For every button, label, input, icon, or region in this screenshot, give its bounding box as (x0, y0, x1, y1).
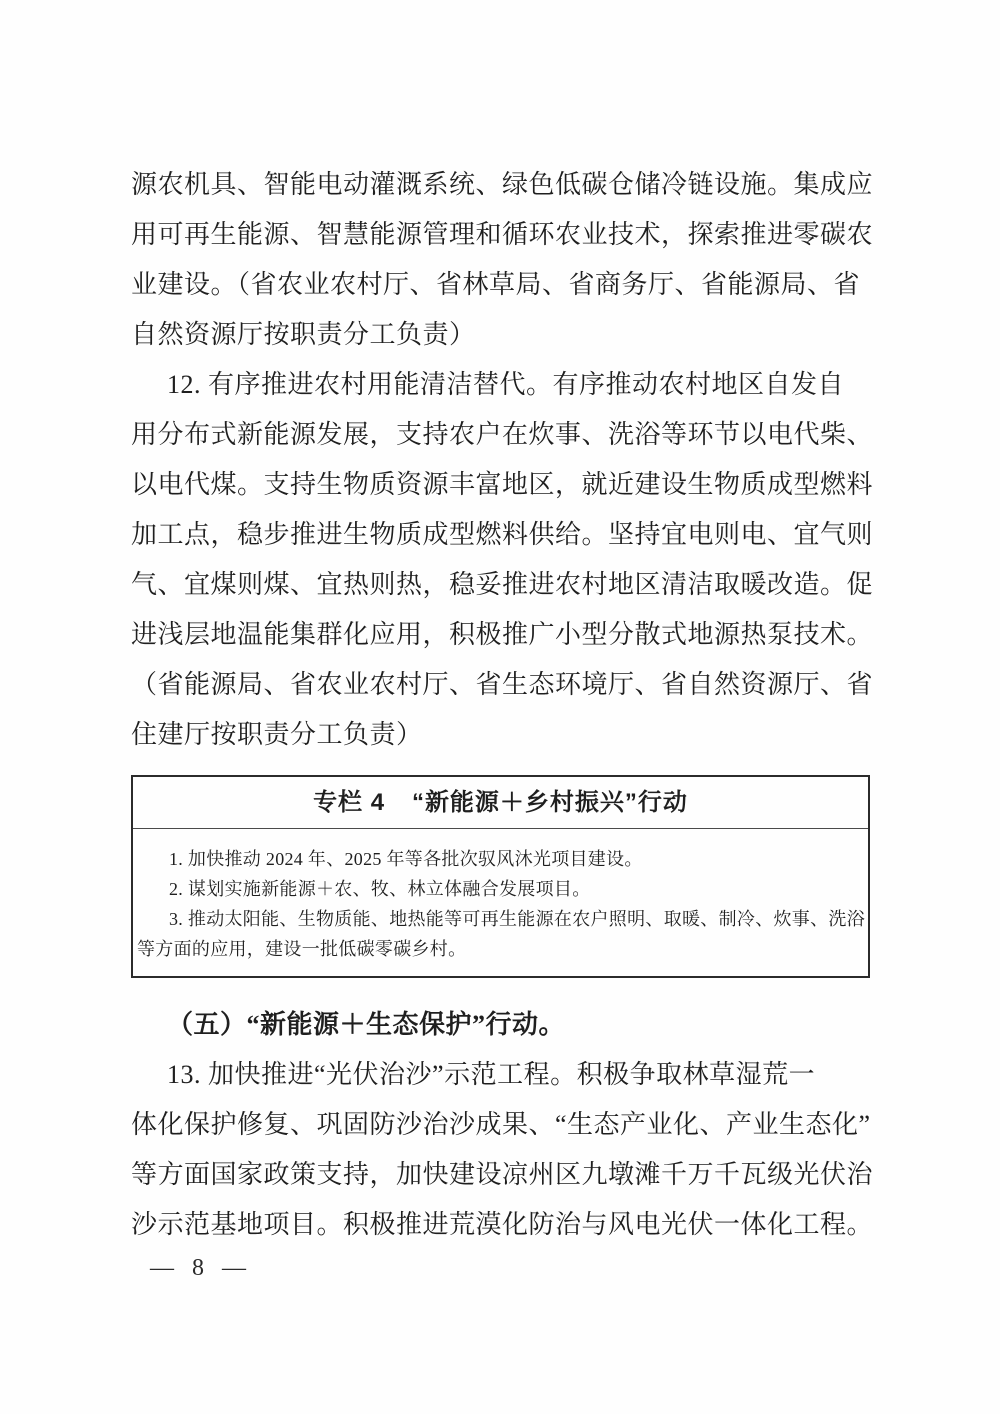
body-line-paragraph-start: 12. 有序推进农村用能清洁替代。有序推动农村地区自发自 (167, 370, 845, 399)
body-line: 以电代煤。支持生物质资源丰富地区，就近建设生物质成型燃料 (131, 470, 874, 499)
body-line: 业建设。（省农业农村厅、省林草局、省商务厅、省能源局、省 (131, 270, 861, 299)
body-line: 用分布式新能源发展，支持农户在炊事、洗浴等环节以电代柴、 (131, 420, 874, 449)
body-line: 住建厅按职责分工负责） (131, 720, 423, 749)
body-line: （省能源局、省农业农村厅、省生态环境厅、省自然资源厅、省 (131, 670, 874, 699)
body-line-paragraph-start: 13. 加快推进“光伏治沙”示范工程。积极争取林草湿荒一 (167, 1060, 816, 1089)
box-list-item: 1. 加快推动 2024 年、2025 年等各批次驭风沐光项目建设。 (169, 849, 643, 869)
column-box-title: “新能源＋乡村振兴”行动 (411, 789, 688, 816)
column-box-header (133, 777, 868, 829)
body-text-block-2 (131, 1000, 874, 1250)
body-text-block-1 (131, 160, 874, 760)
body-line: 自然资源厅按职责分工负责） (131, 320, 476, 349)
box-list-item: 3. 推动太阳能、生物质能、地热能等可再生能源在农户照明、取暖、制冷、炊事、洗浴 (169, 909, 865, 929)
column-box-label: 专栏 4 (313, 789, 386, 816)
column-box-4 (131, 775, 870, 978)
box-list-item: 2. 谋划实施新能源＋农、牧、林立体融合发展项目。 (169, 879, 591, 899)
body-line: 用可再生能源、智慧能源管理和循环农业技术，探索推进零碳农 (131, 220, 874, 249)
body-line: 沙示范基地项目。积极推进荒漠化防治与风电光伏一体化工程。 (131, 1210, 874, 1239)
column-box-body (133, 829, 868, 976)
body-line: 加工点，稳步推进生物质成型燃料供给。坚持宜电则电、宜气则 (131, 520, 874, 549)
body-line: 气、宜煤则煤、宜热则热，稳妥推进农村地区清洁取暖改造。促 (131, 570, 874, 599)
body-line: 体化保护修复、巩固防沙治沙成果、“生态产业化、产业生态化” (131, 1110, 871, 1139)
box-list-item-continuation: 等方面的应用，建设一批低碳零碳乡村。 (137, 939, 467, 959)
body-line: 源农机具、智能电动灌溉系统、绿色低碳仓储冷链设施。集成应 (131, 170, 874, 199)
section-heading: （五）“新能源＋生态保护”行动。 (167, 1010, 566, 1039)
page-number: — 8 — (150, 1255, 252, 1281)
body-line: 进浅层地温能集群化应用，积极推广小型分散式地源热泵技术。 (131, 620, 874, 649)
body-line: 等方面国家政策支持，加快建设凉州区九墩滩千万千瓦级光伏治 (131, 1160, 874, 1189)
